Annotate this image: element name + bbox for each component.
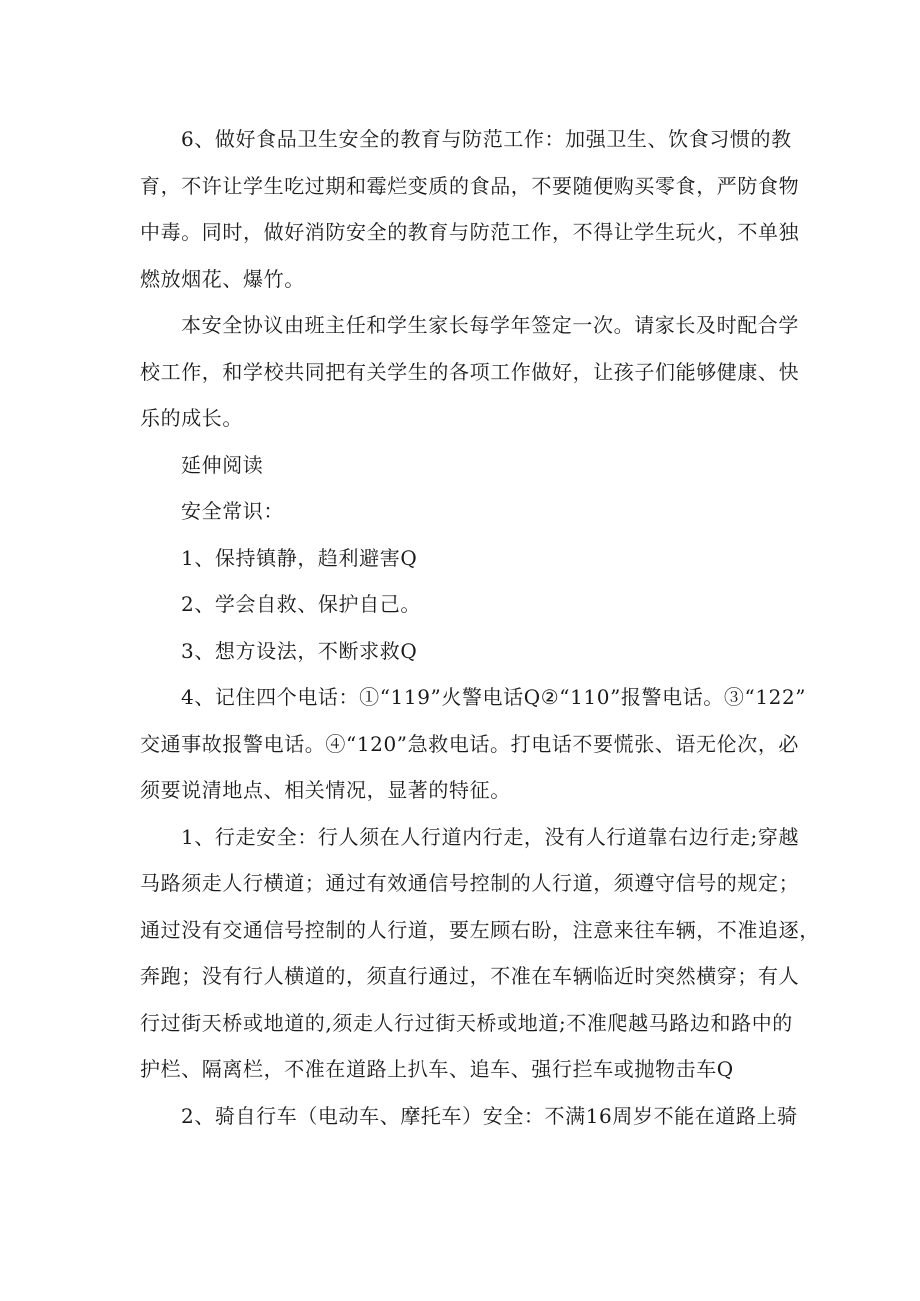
text-line: 2、学会自救、保护自己。 — [181, 592, 421, 616]
text-line: 护栏、隔离栏，不准在道路上扒车、追车、强行拦车或抛物击车Q — [140, 1057, 734, 1081]
section-heading-extended-reading — [140, 442, 800, 489]
text-line: 交通事故报警电话。④“120”急救电话。打电话不要慌张、语无伦次，必 — [140, 731, 800, 756]
text-line: 1、行走安全：行人须在人行道内行走，没有人行道靠右边行走;穿越 — [181, 824, 800, 849]
text-line: 乐的成长。 — [140, 406, 243, 430]
text-line: 中毒。同时，做好消防安全的教育与防范工作，不得让学生玩火，不单独 — [140, 220, 800, 244]
paragraph-cycling-safety — [140, 1093, 800, 1140]
list-item-emergency-numbers — [140, 674, 807, 814]
text-line: 4、记住四个电话：①“119”火警电话Q②“110”报警电话。③“122” — [181, 685, 807, 709]
section-heading-safety-knowledge — [140, 488, 800, 535]
text-line: 马路须走人行横道；通过有效通信号控制的人行道，须遵守信号的规定； — [140, 871, 800, 895]
text-line: 延伸阅读 — [181, 452, 264, 477]
text-line: 本安全协议由班主任和学生家长每学年签定一次。请家长及时配合学 — [181, 313, 799, 337]
list-item-stay-calm — [140, 535, 800, 582]
list-item-self-rescue — [140, 581, 800, 628]
text-line: 2、骑自行车（电动车、摩托车）安全：不满16周岁不能在道路上骑 — [181, 1103, 798, 1128]
text-line: 奔跑；没有行人横道的，须直行通过，不准在车辆临近时突然横穿；有人 — [140, 964, 800, 988]
text-line: 1、保持镇静，趋利避害Q — [181, 545, 418, 570]
text-line: 燃放烟花、爆竹。 — [140, 266, 305, 291]
text-line: 6、做好食品卫生安全的教育与防范工作：加强卫生、饮食习惯的教 — [181, 127, 792, 151]
text-line: 行过街天桥或地道的,须走人行过街天桥或地道;不准爬越马路边和路中的 — [140, 1010, 793, 1035]
text-line: 3、想方设法，不断求救Q — [181, 638, 418, 663]
text-line: 须要说清地点、相关情况，显著的特征。 — [140, 778, 511, 802]
paragraph-walking-safety — [140, 814, 820, 1093]
text-line: 安全常识： — [181, 499, 284, 523]
document-body — [140, 116, 820, 1139]
paragraph-food-safety — [140, 116, 800, 302]
text-line: 校工作，和学校共同把有关学生的各项工作做好，让孩子们能够健康、快 — [140, 359, 800, 384]
text-line: 通过没有交通信号控制的人行道，要左顾右盼，注意来往车辆，不准追逐， — [140, 917, 820, 942]
text-line: 育，不许让学生吃过期和霉烂变质的食品，不要随便购买零食，严防食物 — [140, 173, 800, 198]
paragraph-agreement — [140, 302, 800, 442]
list-item-seek-help — [140, 628, 800, 675]
